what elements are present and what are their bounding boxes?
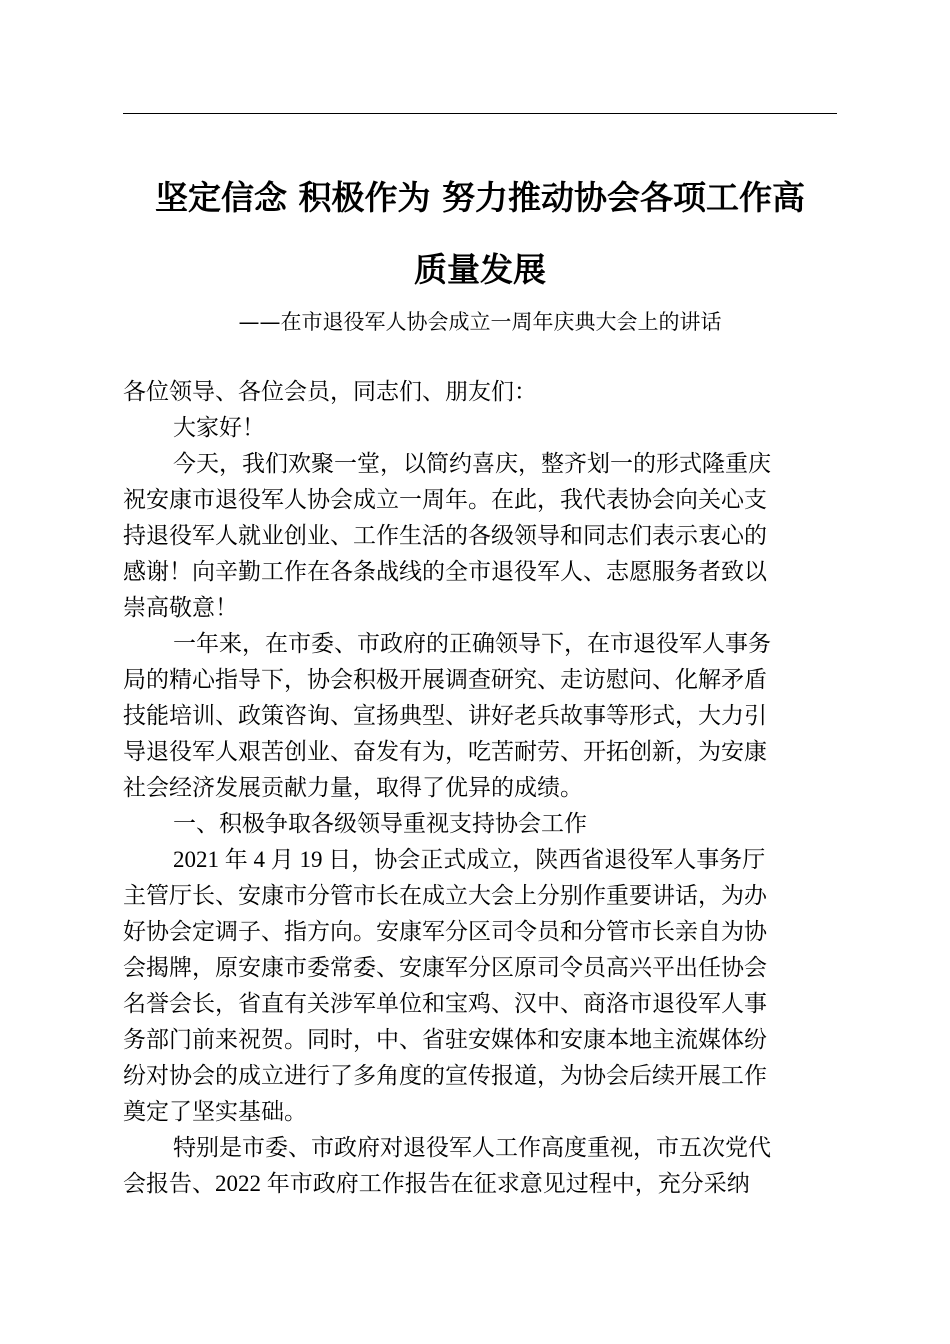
paragraph-line: 名誉会长，省直有关涉军单位和宝鸡、汉中、商洛市退役军人事	[123, 991, 767, 1017]
paragraph-line: 持退役军人就业创业、工作生活的各级领导和同志们表示衷心的	[123, 523, 767, 549]
paragraph-line: 特别是市委、市政府对退役军人工作高度重视，市五次党代	[173, 1135, 771, 1161]
paragraph-line: 纷对协会的成立进行了多角度的宣传报道，为协会后续开展工作	[123, 1063, 767, 1089]
paragraph-line: 崇高敬意！	[123, 595, 238, 621]
paragraph-line: 今天，我们欢聚一堂，以简约喜庆，整齐划一的形式隆重庆	[173, 451, 771, 477]
paragraph-line: 会揭牌，原安康市委常委、安康军分区原司令员高兴平出任协会	[123, 955, 767, 981]
paragraph-line: 2021 年 4 月 19 日，协会正式成立，陕西省退役军人事务厅	[173, 847, 766, 872]
header-rule	[123, 113, 837, 114]
document-title-line-1: 坚定信念 积极作为 努力推动协会各项工作高	[155, 178, 805, 217]
paragraph-line: 好协会定调子、指方向。安康军分区司令员和分管市长亲自为协	[123, 919, 767, 945]
paragraph-line: 主管厅长、安康市分管市长在成立大会上分别作重要讲话，为办	[123, 883, 767, 909]
paragraph-line: 务部门前来祝贺。同时，中、省驻安媒体和安康本地主流媒体纷	[123, 1027, 767, 1053]
salutation: 各位领导、各位会员，同志们、朋友们：	[123, 379, 537, 405]
paragraph-line: 祝安康市退役军人协会成立一周年。在此，我代表协会向关心支	[123, 487, 767, 513]
paragraph-line: 感谢！向辛勤工作在各条战线的全市退役军人、志愿服务者致以	[123, 559, 767, 585]
paragraph-line: 导退役军人艰苦创业、奋发有为，吃苦耐劳、开拓创新，为安康	[123, 739, 767, 765]
greeting: 大家好！	[173, 415, 265, 441]
paragraph-line: 一年来，在市委、市政府的正确领导下，在市退役军人事务	[173, 631, 771, 657]
paragraph-line: 局的精心指导下，协会积极开展调查研究、走访慰问、化解矛盾	[123, 667, 767, 693]
paragraph-line: 社会经济发展贡献力量，取得了优异的成绩。	[123, 775, 583, 801]
document-title-line-2: 质量发展	[414, 250, 546, 289]
paragraph-line: 技能培训、政策咨询、宣扬典型、讲好老兵故事等形式，大力引	[123, 703, 767, 729]
document-subtitle: ——在市退役军人协会成立一周年庆典大会上的讲话	[238, 310, 722, 334]
paragraph-line: 奠定了坚实基础。	[123, 1099, 307, 1125]
section-heading: 一、积极争取各级领导重视支持协会工作	[173, 811, 587, 837]
paragraph-line: 会报告、2022 年市政府工作报告在征求意见过程中，充分采纳	[123, 1171, 750, 1196]
